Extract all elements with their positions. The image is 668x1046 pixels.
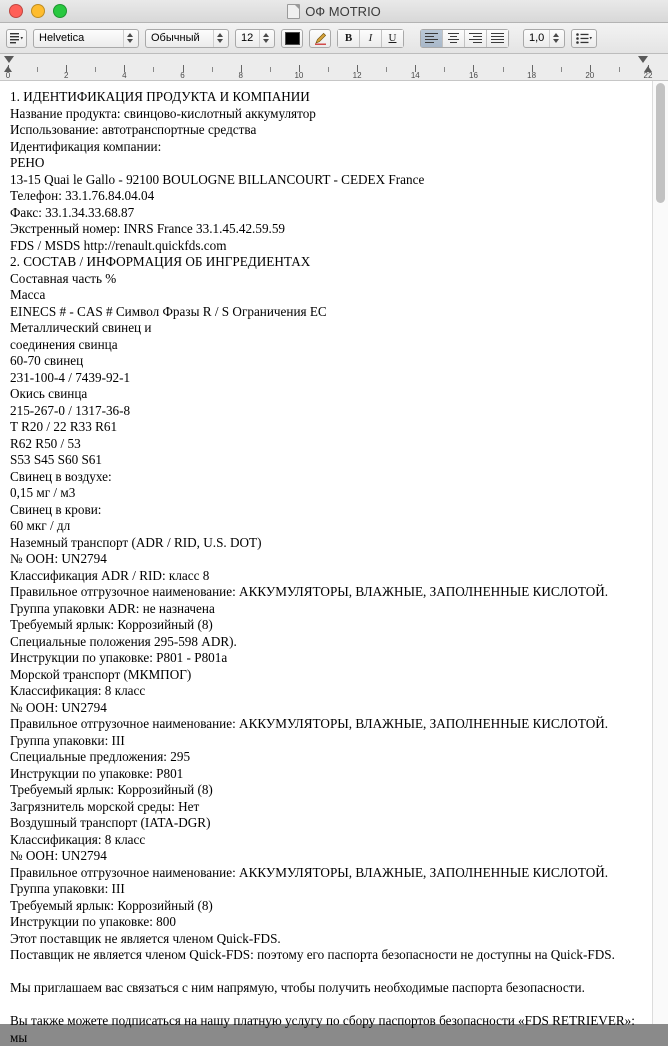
- document-line[interactable]: Этот поставщик не является членом Quick-FDS.: [10, 930, 281, 946]
- left-indent-marker[interactable]: [4, 56, 14, 63]
- document-line[interactable]: № ООН: UN2794: [10, 699, 107, 715]
- text-color-swatch: [285, 32, 300, 45]
- align-center-icon: [447, 33, 460, 44]
- document-line[interactable]: Классификация: 8 класс: [10, 683, 146, 698]
- document-line[interactable]: FDS / MSDS http://renault.quickfds.com: [10, 237, 227, 253]
- italic-button[interactable]: I: [360, 30, 382, 47]
- document-line[interactable]: 60 мкг / дл: [10, 518, 71, 533]
- format-toolbar[interactable]: [0, 23, 668, 54]
- font-family-value: Helvetica: [39, 32, 85, 44]
- style-menu-icon: [10, 33, 23, 44]
- document-line[interactable]: Использование: автотранспортные средства: [10, 122, 257, 137]
- document-line[interactable]: [10, 997, 642, 1014]
- document-line[interactable]: № ООН: UN2794: [10, 551, 107, 566]
- document-line[interactable]: Морской транспорт (МКМПОГ): [10, 666, 192, 682]
- window-title: ОФ MOTRIO: [305, 3, 381, 19]
- document-line[interactable]: Инструкции по упаковке: P801 - P801a: [10, 650, 228, 665]
- document-line[interactable]: T R20 / 22 R33 R61: [10, 419, 118, 434]
- text-color-button[interactable]: [281, 29, 303, 48]
- document-line[interactable]: Правильное отгрузочное наименование: АККУМУЛЯТОРЫ, ВЛАЖНЫЕ, ЗАПОЛНЕННЫЕ КИСЛОТОЙ.: [10, 584, 609, 599]
- document-line[interactable]: [10, 964, 642, 981]
- ruler-tick: [328, 67, 329, 72]
- document-line[interactable]: Правильное отгрузочное наименование: АККУМУЛЯТОРЫ, ВЛАЖНЫЕ, ЗАПОЛНЕННЫЕ КИСЛОТОЙ.: [10, 716, 609, 731]
- ruler-tick: [95, 67, 96, 72]
- ruler-label: 20: [585, 71, 595, 80]
- ruler-label: 8: [238, 71, 243, 80]
- ruler-label: 6: [180, 71, 185, 80]
- ruler-label: 16: [469, 71, 478, 80]
- ruler-label: 18: [527, 71, 537, 80]
- document-line[interactable]: Специальные предложения: 295: [10, 749, 191, 764]
- ruler-tick: [153, 67, 154, 72]
- ruler-ticks: [0, 54, 668, 80]
- document-line[interactable]: 60-70 свинец: [10, 353, 84, 368]
- zoom-button[interactable]: [53, 4, 67, 18]
- ruler-tick: [444, 67, 445, 72]
- document-line[interactable]: S53 S45 S60 S61: [10, 452, 102, 467]
- document-line[interactable]: Специальные положения 295-598 ADR).: [10, 633, 237, 649]
- document-line[interactable]: Поставщик не является членом Quick-FDS: поэтому его паспорта безопасности не доступны на Quick-FDS.: [10, 947, 615, 962]
- line-spacing-value: 1,0: [529, 32, 545, 44]
- align-center-button[interactable]: [443, 30, 465, 47]
- align-justify-icon: [491, 33, 504, 44]
- align-justify-button[interactable]: [487, 30, 508, 47]
- document-line[interactable]: Воздушный транспорт (IATA-DGR): [10, 815, 211, 830]
- document-line[interactable]: Наземный транспорт (ADR / RID, U.S. DOT): [10, 534, 262, 550]
- document-line[interactable]: Идентификация компании:: [10, 138, 162, 154]
- font-style-select[interactable]: [145, 29, 229, 48]
- scrollbar-thumb[interactable]: [656, 83, 665, 203]
- align-left-icon: [425, 33, 438, 44]
- close-button[interactable]: [9, 4, 23, 18]
- font-style-stepper[interactable]: [213, 30, 226, 47]
- highlight-color-button[interactable]: [309, 29, 331, 48]
- document-line[interactable]: 2. СОСТАВ / ИНФОРМАЦИЯ ОБ ИНГРЕДИЕНТАХ: [10, 254, 311, 269]
- font-size-select[interactable]: [235, 29, 275, 48]
- ruler-label: 14: [410, 71, 420, 80]
- ruler-label: 10: [294, 71, 304, 80]
- font-style-value: Обычный: [151, 32, 200, 44]
- ruler[interactable]: [0, 54, 668, 81]
- alignment-group[interactable]: [420, 29, 509, 48]
- ruler-label: 12: [352, 71, 362, 80]
- line-spacing-select[interactable]: [523, 29, 565, 48]
- document-line[interactable]: Составная часть %: [10, 270, 117, 286]
- document-line[interactable]: Классификация: 8 класс: [10, 831, 146, 847]
- document-line[interactable]: Группа упаковки: III: [10, 881, 125, 896]
- document-line[interactable]: R62 R50 / 53: [10, 435, 81, 451]
- list-style-button[interactable]: [571, 29, 597, 48]
- pen-icon: [314, 32, 327, 45]
- font-family-stepper[interactable]: [123, 30, 136, 47]
- document-line[interactable]: EINECS # - CAS # Символ Фразы R / S Ограничения ЕС: [10, 303, 327, 319]
- ruler-tick: [619, 67, 620, 72]
- document-line[interactable]: Требуемый ярлык: Коррозийный (8): [10, 897, 213, 913]
- ruler-tab-stop[interactable]: [4, 66, 12, 72]
- document-line[interactable]: PEHO: [10, 155, 45, 170]
- vertical-scrollbar[interactable]: [652, 81, 668, 1024]
- document-line[interactable]: соединения свинца: [10, 336, 118, 352]
- document-line[interactable]: 13-15 Quai le Gallo - 92100 BOULOGNE BILLANCOURT - CEDEX France: [10, 171, 425, 187]
- document-line[interactable]: Группа упаковки ADR: не назначена: [10, 600, 215, 616]
- bold-button[interactable]: B: [338, 30, 360, 47]
- document-line[interactable]: Требуемый ярлык: Коррозийный (8): [10, 782, 213, 797]
- right-indent-marker[interactable]: [638, 56, 648, 63]
- ruler-tick: [212, 67, 213, 72]
- document-line[interactable]: 231-100-4 / 7439-92-1: [10, 369, 131, 385]
- document-line[interactable]: № ООН: UN2794: [10, 848, 107, 863]
- minimize-button[interactable]: [31, 4, 45, 18]
- font-size-stepper[interactable]: [259, 30, 272, 47]
- ruler-tick: [386, 67, 387, 72]
- document-page[interactable]: [0, 81, 652, 1045]
- ruler-tick: [37, 67, 38, 72]
- document-line[interactable]: Инструкции по упаковке: 800: [10, 914, 176, 929]
- window-controls[interactable]: [0, 4, 67, 18]
- document-line[interactable]: Название продукта: свинцово-кислотный аккумулятор: [10, 105, 316, 121]
- document-line[interactable]: 215-267-0 / 1317-36-8: [10, 402, 131, 418]
- document-line[interactable]: Телефон: 33.1.76.84.04.04: [10, 188, 155, 203]
- document-area[interactable]: [0, 81, 668, 1045]
- line-spacing-stepper[interactable]: [549, 30, 562, 47]
- document-line[interactable]: Мы приглашаем вас связаться с ним напрямую, чтобы получить необходимые паспорта безопасности.: [10, 980, 585, 995]
- document-line[interactable]: Свинец в воздухе:: [10, 468, 112, 484]
- ruler-tick: [270, 67, 271, 72]
- ruler-tick: [561, 67, 562, 72]
- align-right-button[interactable]: [465, 30, 487, 47]
- underline-button[interactable]: U: [382, 30, 403, 47]
- document-line[interactable]: Факс: 33.1.34.33.68.87: [10, 204, 135, 220]
- document-line[interactable]: Свинец в крови:: [10, 501, 102, 517]
- ruler-label: 0: [5, 71, 11, 80]
- document-line[interactable]: Загрязнитель морской среды: Нет: [10, 798, 200, 814]
- window-title-group: [0, 4, 668, 19]
- ruler-label: 22: [643, 71, 653, 80]
- text-style-group[interactable]: [337, 29, 404, 48]
- document-line[interactable]: Классификация ADR / RID: класс 8: [10, 567, 210, 583]
- ruler-tick: [503, 67, 504, 72]
- font-family-select[interactable]: [33, 29, 139, 48]
- document-line[interactable]: Экстренный номер: INRS France 33.1.45.42.59.59: [10, 221, 286, 236]
- document-line[interactable]: Вы также можете подписаться на нашу платную услугу по сбору паспортов безопасности «FDS RETRIEVER»: мы: [10, 1013, 639, 1045]
- title-bar[interactable]: [0, 0, 668, 23]
- document-line[interactable]: Правильное отгрузочное наименование: АККУМУЛЯТОРЫ, ВЛАЖНЫЕ, ЗАПОЛНЕННЫЕ КИСЛОТОЙ.: [10, 864, 609, 880]
- align-right-icon: [469, 33, 482, 44]
- ruler-tab-stop[interactable]: [644, 66, 652, 72]
- document-line[interactable]: 0,15 мг / м3: [10, 485, 76, 500]
- document-icon: [287, 4, 300, 19]
- list-icon: [576, 33, 592, 44]
- ruler-label: 2: [63, 71, 69, 80]
- document-line[interactable]: Металлический свинец и: [10, 320, 152, 335]
- ruler-label: 4: [122, 71, 127, 80]
- document-line[interactable]: Масса: [10, 287, 46, 302]
- document-line[interactable]: Окись свинца: [10, 386, 88, 401]
- document-line[interactable]: Требуемый ярлык: Коррозийный (8): [10, 617, 213, 632]
- document-line[interactable]: Инструкции по упаковке: P801: [10, 765, 184, 781]
- align-left-button[interactable]: [421, 30, 443, 47]
- document-line[interactable]: Группа упаковки: III: [10, 732, 125, 748]
- document-line[interactable]: 1. ИДЕНТИФИКАЦИЯ ПРОДУКТА И КОМПАНИИ: [10, 89, 310, 104]
- font-size-value: 12: [241, 32, 254, 44]
- paragraph-style-button[interactable]: [6, 29, 27, 48]
